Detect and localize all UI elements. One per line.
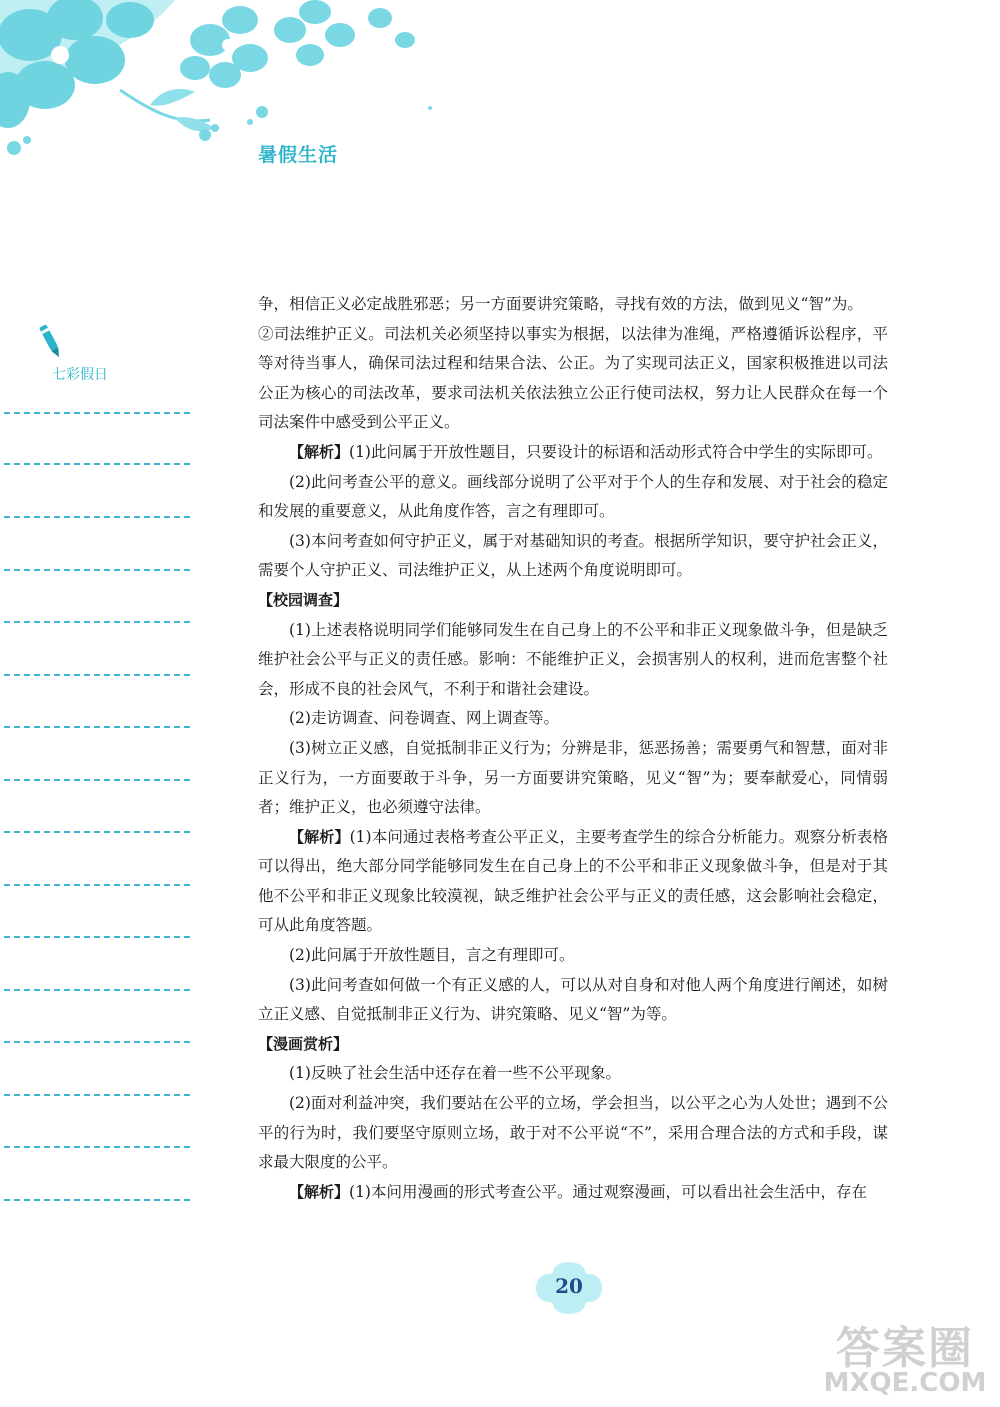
paragraph <box>258 823 888 941</box>
paragraph: (3)此问考查如何做一个有正义感的人，可以从对自身和对他人两个角度进行阐述，如树立正义感、自觉抵制非正义行为、讲究策略、见义“智”为等。 <box>258 975 888 1024</box>
paragraph: (2)此问考查公平的意义。画线部分说明了公平对于个人的生存和发展、对于社会的稳定和发展的重要意义，从此角度作答，言之有理即可。 <box>258 472 888 521</box>
analysis-tag: 【解析】 <box>289 1182 350 1201</box>
paragraph-text: (1)本问用漫画的形式考查公平。通过观察漫画，可以看出社会生活中，存在 <box>349 1182 867 1201</box>
paragraph: (1)上述表格说明同学们能够同发生在自己身上的不公平和非正义现象做斗争，但是缺乏维护社会公平与正义的责任感。影响：不能维护正义，会损害别人的权利，进而危害整个社会，形成不良的社会风气，不利于和谐社会建设。 <box>258 620 888 698</box>
paragraph: 争，相信正义必定战胜邪恶；另一方面要讲究策略，寻找有效的方法，做到见义“智”为。 <box>258 295 863 313</box>
note-line <box>4 1146 190 1148</box>
note-line <box>4 884 190 886</box>
watermark-brand: 答案圈 <box>836 1323 974 1374</box>
paragraph: (1)反映了社会生活中还存在着一些不公平现象。 <box>289 1064 621 1083</box>
note-line <box>4 1199 190 1201</box>
paragraph: ②司法维护正义。司法机关必须坚持以事实为根据，以法律为准绳，严格遵循诉讼程序，平等对待当事人，确保司法过程和结果合法、公正。为了实现司法正义，国家积极推进以司法公正为核心的司法改革，要求司法机关依法独立公正行使司法权，努力让人民群众在每一个司法案件中感受到公平正义。 <box>258 324 888 432</box>
answer-content <box>258 290 888 1207</box>
watermark <box>812 1312 998 1404</box>
note-line <box>4 412 190 414</box>
paragraph <box>258 1178 888 1208</box>
watermark-url: MXQE.COM <box>823 1368 987 1398</box>
note-line <box>4 569 190 571</box>
note-line <box>4 463 190 465</box>
header-title: 暑假生活 <box>258 144 339 166</box>
note-line <box>4 621 190 623</box>
paragraph: (2)面对利益冲突，我们要站在公平的立场，学会担当，以公平之心为人处世；遇到不公平的行为时，我们要坚守原则立场，敢于对不公平说“不”，采用合理合法的方式和手段，谋求最大限度的公平。 <box>258 1094 888 1172</box>
paragraph: (3)树立正义感，自觉抵制非正义行为；分辨是非，惩恶扬善；需要勇气和智慧，面对非正义行为，一方面要敢于斗争，另一方面要讲究策略，见义“智”为；要奉献爱心，同情弱者；维护正义，也必须遵守法律。 <box>258 738 888 817</box>
paragraph: (3)本问考查如何守护正义，属于对基础知识的考查。根据所学知识，要守护社会正义，需要个人守护正义、司法维护正义，从上述两个角度说明即可。 <box>258 531 888 580</box>
note-line <box>4 1041 190 1043</box>
analysis-tag: 【解析】 <box>289 827 350 846</box>
page-number: 20 <box>555 1274 583 1298</box>
paragraph: (2)此问属于开放性题目，言之有理即可。 <box>289 946 575 965</box>
note-line <box>4 936 190 938</box>
note-line <box>4 726 190 728</box>
note-line <box>4 674 190 676</box>
sidebar-note-lines <box>4 0 194 1407</box>
note-line <box>4 516 190 518</box>
analysis-tag: 【解析】 <box>289 442 350 461</box>
paragraph-text: (1)此问属于开放性题目，只要设计的标语和活动形式符合中学生的实际即可。 <box>349 442 883 461</box>
note-line <box>4 779 190 781</box>
note-line <box>4 1094 190 1096</box>
paragraph-text: (1)本问通过表格考查公平正义，主要考查学生的综合分析能力。观察分析表格可以得出，绝大部分同学能够同发生在自己身上的不公平和非正义现象做斗争，但是对于其他不公平和非正义现象比较漠视，缺乏维护社会公平与正义的责任感，这会影响社会稳定，可从此角度答题。 <box>258 827 888 935</box>
sidebar-label: 七彩假日 <box>52 367 108 383</box>
note-line <box>4 831 190 833</box>
section-heading-comic-appreciation: 【漫画赏析】 <box>258 1034 349 1053</box>
note-line <box>4 989 190 991</box>
paragraph: (2)走访调查、问卷调查、网上调查等。 <box>289 709 559 728</box>
paragraph <box>258 438 888 468</box>
section-heading-campus-survey: 【校园调查】 <box>258 590 349 609</box>
